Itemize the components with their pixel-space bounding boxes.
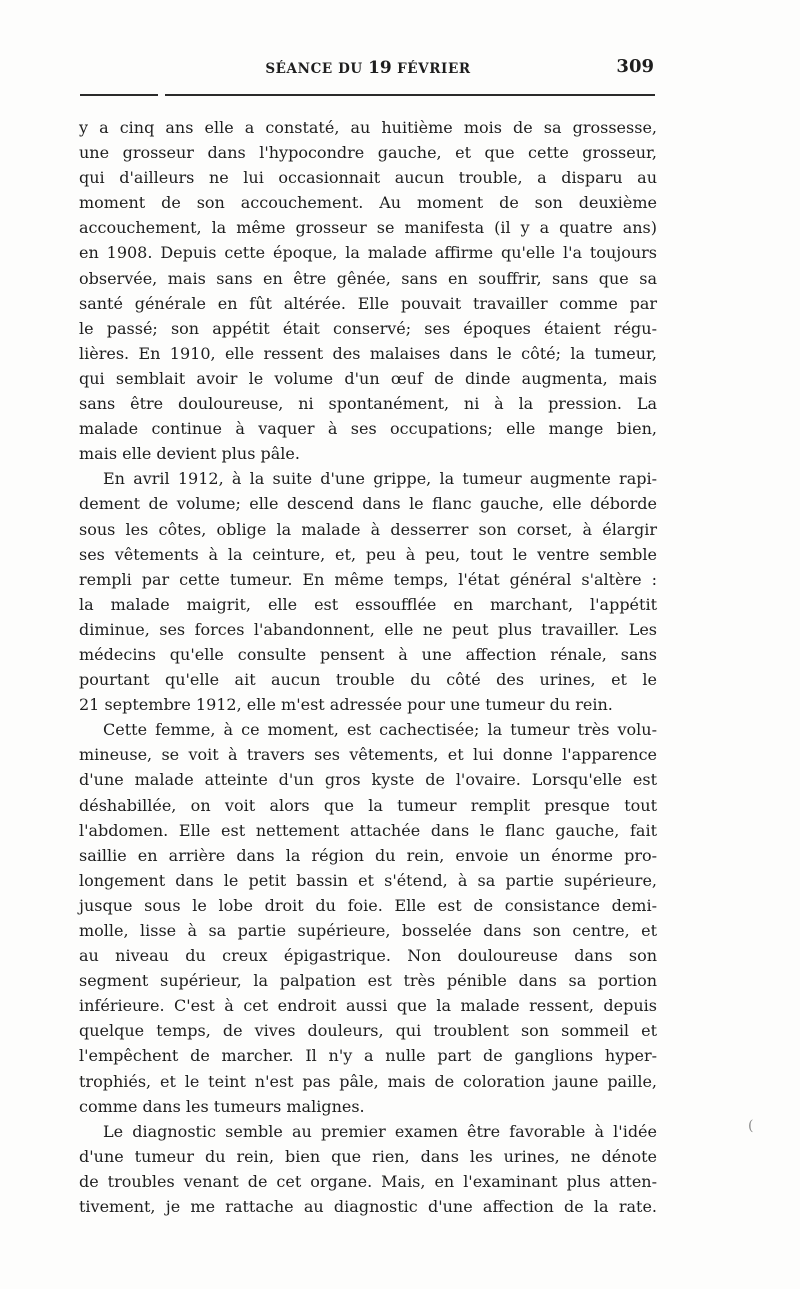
body-text — [79, 115, 657, 1219]
paragraph-first-line: En avril 1912, à la suite d'une grippe, la tumeur augmente rapi- — [103, 469, 657, 489]
text-line: au niveau du creux épigastrique. Non douloureuse dans son — [79, 946, 657, 966]
text-line: mineuse, se voit à travers ses vêtements, et lui donne l'apparence — [79, 745, 657, 765]
margin-speck: ( — [748, 1118, 754, 1134]
text-line: rempli par cette tumeur. En même temps, l'état général s'altère : — [79, 569, 657, 589]
text-line: lières. En 1910, elle ressent des malaises dans le côté; la tumeur, — [79, 343, 657, 363]
paragraph-last-line: mais elle devient plus pâle. — [79, 444, 300, 464]
text-line: une grosseur dans l'hypocondre gauche, et que cette grosseur, — [79, 143, 657, 163]
text-line: déshabillée, on voit alors que la tumeur remplit presque tout — [79, 795, 657, 815]
text-line: santé générale en fût altérée. Elle pouvait travailler comme par — [79, 293, 657, 313]
paragraph-first-line: Le diagnostic semble au premier examen être favorable à l'idée — [103, 1121, 657, 1141]
text-line: molle, lisse à sa partie supérieure, bosselée dans son centre, et — [79, 921, 657, 940]
text-line: y a cinq ans elle a constaté, au huitième mois de sa grossesse, — [79, 118, 657, 137]
text-line: segment supérieur, la palpation est très pénible dans sa portion — [79, 971, 657, 991]
text-line: inférieure. C'est à cet endroit aussi que la malade ressent, depuis — [79, 996, 657, 1016]
paragraph-last-line: comme dans les tumeurs malignes. — [79, 1096, 365, 1116]
text-line: de troubles venant de cet organe. Mais, en l'examinant plus atten- — [79, 1171, 657, 1191]
header-rule-right — [165, 94, 655, 96]
text-line: longement dans le petit bassin et s'étend, à sa partie supérieure, — [79, 870, 657, 890]
text-line: malade continue à vaquer à ses occupations; elle mange bien, — [79, 419, 657, 439]
text-line: médecins qu'elle consulte pensent à une affection rénale, sans — [79, 644, 657, 664]
text-line: moment de son accouchement. Au moment de son deuxième — [79, 193, 657, 213]
text-line: sans être douloureuse, ni spontanément, ni à la pression. La — [79, 394, 657, 414]
text-line: saillie en arrière dans la région du rein, envoie un énorme pro- — [79, 845, 657, 865]
text-line: le passé; son appétit était conservé; ses époques étaient régu- — [79, 318, 657, 338]
header-rule-left — [80, 94, 158, 96]
text-line: l'empêchent de marcher. Il n'y a nulle part de ganglions hyper- — [79, 1046, 657, 1066]
text-line: sous les côtes, oblige la malade à desserrer son corset, à élargir — [79, 519, 657, 539]
text-line: d'une tumeur du rein, bien que rien, dans les urines, ne dénote — [79, 1146, 657, 1166]
text-line: l'abdomen. Elle est nettement attachée dans le flanc gauche, fait — [79, 820, 657, 840]
page-number: 309 — [616, 56, 654, 77]
text-line: pourtant qu'elle ait aucun trouble du côté des urines, et le — [79, 670, 657, 690]
text-line: trophiés, et le teint n'est pas pâle, mais de coloration jaune paille, — [79, 1071, 657, 1091]
text-line: accouchement, la même grosseur se manifesta (il y a quatre ans) — [79, 218, 657, 238]
text-line: en 1908. Depuis cette époque, la malade affirme qu'elle l'a toujours — [79, 243, 657, 263]
text-line: diminue, ses forces l'abandonnent, elle ne peut plus travailler. Les — [79, 619, 657, 639]
running-head-title: SÉANCE DU 19 FÉVRIER — [265, 58, 471, 78]
paragraph-last-line: 21 septembre 1912, elle m'est adressée pour une tumeur du rein. — [79, 695, 613, 715]
text-line: observée, mais sans en être gênée, sans en souffrir, sans que sa — [79, 268, 657, 288]
text-line: tivement, je me rattache au diagnostic d'une affection de la rate. — [79, 1197, 657, 1217]
text-line: dement de volume; elle descend dans le flanc gauche, elle déborde — [79, 494, 657, 514]
text-line: quelque temps, de vives douleurs, qui troublent son sommeil et — [79, 1021, 657, 1041]
text-line: d'une malade atteinte d'un gros kyste de l'ovaire. Lorsqu'elle est — [79, 770, 657, 790]
text-line: ses vêtements à la ceinture, et, peu à peu, tout le ventre semble — [79, 544, 657, 564]
text-line: jusque sous le lobe droit du foie. Elle est de consistance demi- — [79, 895, 657, 915]
paragraph-first-line: Cette femme, à ce moment, est cachectisée; la tumeur très volu- — [103, 720, 657, 740]
running-head — [80, 58, 656, 82]
text-line: qui d'ailleurs ne lui occasionnait aucun trouble, a disparu au — [79, 168, 657, 188]
text-line: la malade maigrit, elle est essoufflée en marchant, l'appétit — [79, 594, 657, 614]
text-line: qui semblait avoir le volume d'un œuf de dinde augmenta, mais — [79, 368, 657, 388]
